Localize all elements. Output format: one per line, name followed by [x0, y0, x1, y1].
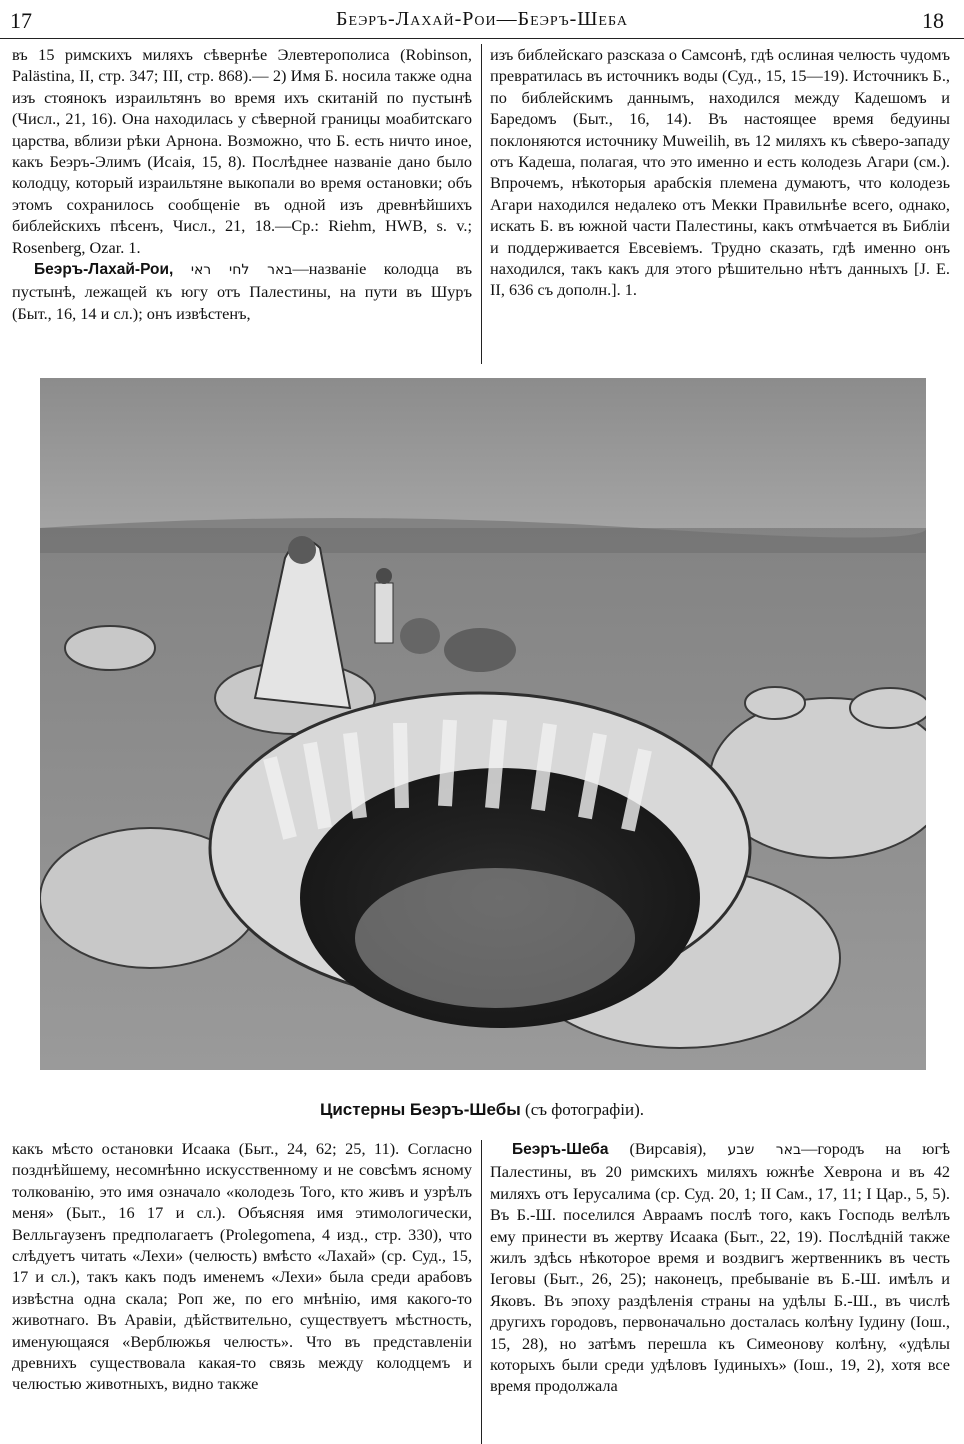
entry-beer-sheba	[490, 1138, 950, 1397]
photo-caption	[0, 1100, 964, 1120]
paragraph-samson-source: изъ библейскаго разсказа о Самсонѣ, гдѣ ослиная челюсть чудомъ превратилась въ источникъ воды (Суд., 15, 15—19). Источникъ Б., по библейскимъ даннымъ, находился между Кадешомъ и Баредомъ (Быт., 16, 14). Въ настоящее время бедуины поклоняются источнику Muweilih, въ 12 миляхъ къ сѣверо-западу отъ Кадеша, полагая, что это именно и есть колодезь Агари (см.). Впрочемъ, нѣкоторыя арабскія племена думаютъ, что колодезь Агари находился недалеко отъ Мекки Правильнѣе всего, однако, искать Б. въ южной части Палестины, какъ отмѣчается въ Библіи и поддерживается Евсевіемъ. Трудно сказать, гдѣ именно онъ находился, такъ какъ для этого рѣшительно нѣтъ данныхъ [J. E. II, 636 съ дополн.]. 1.	[490, 45, 950, 300]
entry-headword: Беэръ-Лахай-Рои,	[34, 261, 174, 279]
page-header	[0, 6, 964, 39]
column-top-left	[12, 44, 472, 366]
entry-beer-lahai-roi	[12, 258, 472, 324]
entry-text: —городъ на югѣ Палестины, въ 20 римскихъ миляхъ южнѣе Хеврона и въ 42 миляхъ отъ Іерусалима (ср. Суд. 20, 1; II Сам., 17, 11; I Цар., 5, 5). Въ Б.-Ш. поселился Авраамъ послѣ того, какъ Господь велѣлъ ему принести въ жертву Исаака (Быт., 22, 19). Послѣдній также жилъ здѣсь нѣкоторое время и воздвигъ жертвенникъ въ честь Іеговы (Быт., 26, 25); наконецъ, пребываніе въ Б.-Ш. имѣлъ и Яковъ. Въ эпоху раздѣленія страны на удѣлы Б.-Ш., въ числѣ другихъ городовъ, первоначально досталась колѣну Іудину (Іош., 15, 28), но затѣмъ перешла къ Симеонову колѣну, «удѣлы которыхъ были среди удѣловъ Іудиныхъ» (Іош., 19, 2), хотя все время продолжала	[490, 1139, 950, 1396]
figure-child	[375, 568, 393, 643]
caption-title: Цистерны Беэръ-Шебы	[319, 1100, 521, 1119]
paragraph-beer-elim: въ 15 римскихъ миляхъ сѣвернѣе Элевтерополиса (Robinson, Palästina, II, стр. 347; III, стр. 868).— 2) Имя Б. носила также одна изъ стоянокъ израильтянъ во время ихъ скитаній по пустынѣ (Числ., 21, 16). Она находилась у сѣверной границы моабитскаго царства, вблизи рѣки Арнона. Возможно, что Б. есть ничто иное, какъ Беэръ-Элимъ (Исаія, 15, 8). Послѣднее названіе дано было колодцу, который израильтяне выкопали во время остановки; объ этомъ сохранилось сообщеніе въ одной изъ древнѣйшихъ библейскихъ пѣсенъ, Числ., 21, 18.—Ср.: Riehm, HWB, s. v.; Rosenberg, Ozar. 1.	[12, 45, 472, 257]
entry-alt-name: (Вирсавія),	[629, 1139, 707, 1158]
column-bottom-left	[12, 1138, 472, 1444]
column-top-right	[490, 44, 950, 366]
hebrew-term: באר שבע	[727, 1142, 802, 1158]
page-number-right: 18	[922, 8, 944, 33]
running-title: Беэръ-Лахай-Рои—Беэръ-Шеба	[336, 8, 628, 30]
photograph-cisterns	[40, 378, 926, 1070]
column-bottom-right	[490, 1138, 950, 1444]
entry-headword: Беэръ-Шеба	[512, 1141, 609, 1158]
entry-text: —названіе колодца въ пустынѣ, лежащей къ югу отъ Палестины, на пути въ Шуръ (Быт., 16, 14 и сл.); онъ извѣстенъ,	[12, 259, 472, 323]
cisterns-photo-image	[40, 378, 926, 1070]
page-number-left: 17	[10, 8, 32, 33]
column-divider-top	[481, 44, 482, 364]
hebrew-term: באר לחי ראי	[190, 262, 293, 279]
caption-note: (съ фотографіи).	[525, 1100, 645, 1119]
paragraph-isaac-stop: какъ мѣсто остановки Исаака (Быт., 24, 62; 25, 11). Согласно позднѣйшему, несомнѣнно искусственному и не совсѣмъ ясному толкованію, это имя означало «колодезь Того, кто живъ и узрѣлъ меня» (Быт., 16 17 и сл.). Объясняя имя этимологически, Велльгаузенъ предполагаетъ (Prolegomena, 4 изд., стр. 330), что слѣдуетъ читать «Лехи» (челюсть) вмѣсто «Лахай» (ср. Суд., 15, 17 и сл.), такъ какъ подъ именемъ «Лехи» была среди арабовъ извѣстна одна скала; Роп же, по его мнѣнію, имя какого-то животнаго. Въ Аравіи, дѣйствительно, существуетъ мѣстность, именующаяся «Верблюжья челюсть». Что въ представленіи древнихъ существовала какая-то связь между колодцемъ и челюстью животныхъ, видно также	[12, 1139, 472, 1394]
column-divider-bottom	[481, 1140, 482, 1444]
